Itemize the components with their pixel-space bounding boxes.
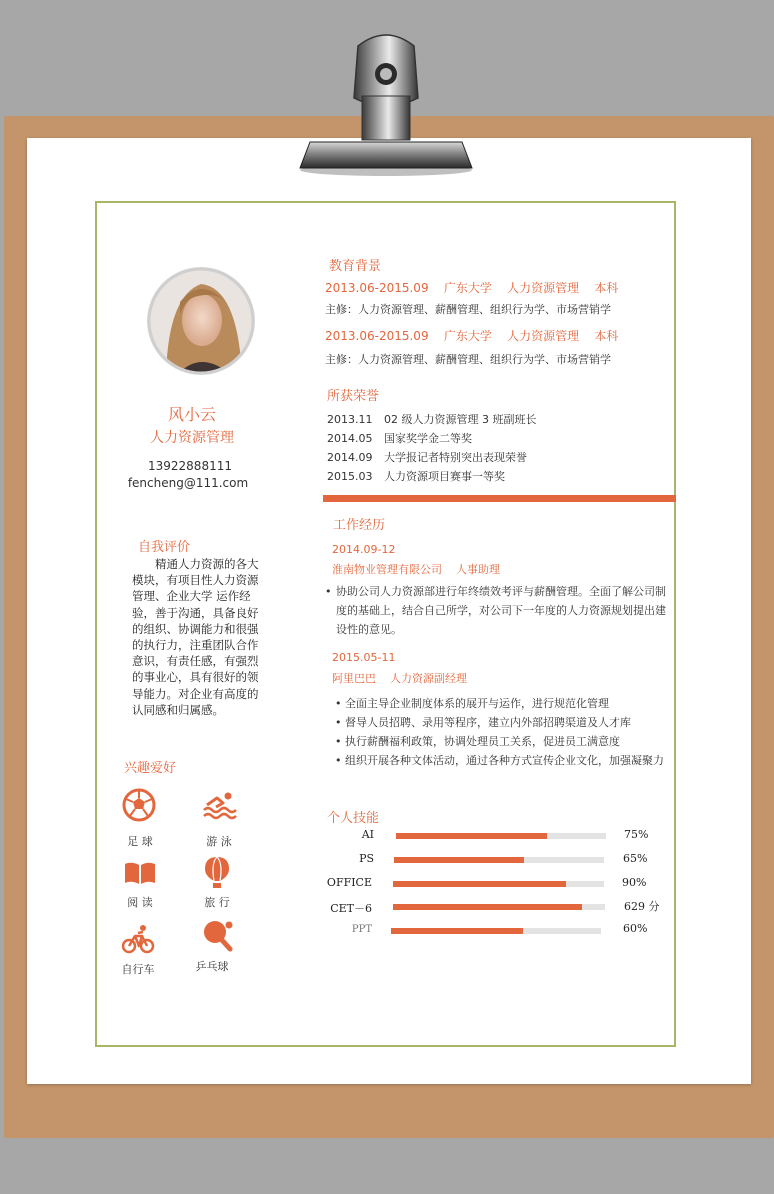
self-eval-line: 导能力。对企业有高度的 [132,686,259,701]
honor-date: 2014.09 [327,451,373,464]
honor-text: 02 级人力资源管理 3 班副班长 [384,413,537,426]
skill-name: OFFICE [326,876,372,889]
job-bullet-text: 组织开展各种文体活动，通过各种方式宣传企业文化，加强凝聚力 [345,754,664,767]
book-icon [123,857,157,891]
skill-name: PS [359,852,374,865]
honors-heading: 所获荣誉 [327,389,380,404]
skill-bar-track [393,904,605,910]
job-bullet [325,582,673,639]
self-eval-line: 的执行力，注重团队合作 [132,638,259,653]
hobby-label: 乒乓球 [195,960,229,973]
job-title [332,670,467,686]
section-divider [323,495,676,502]
job-date: 2014.09-12 [332,543,396,556]
skill-bar-track [393,881,604,887]
self-eval-text [132,556,282,718]
skill-value: 65% [623,852,648,865]
job-role: 人力资源副经理 [390,672,467,685]
job-date: 2015.05-11 [332,651,396,664]
honor-item [327,468,537,487]
avatar [146,266,256,376]
job-bullet-list [335,694,675,770]
job-bullet: • 执行薪酬福利政策，协调处理员工关系，促进员工满意度 [335,735,620,748]
self-eval-line: 的组织、协调能力和很强 [132,621,259,636]
honor-text: 大学报记者特别突出表现荣誉 [384,451,527,464]
self-eval-line: 认同感和归属感。 [132,702,224,717]
skill-row [318,874,668,898]
honor-item [327,411,537,430]
honor-text: 人力资源项目赛事一等奖 [384,470,505,483]
bullet-dot: • [325,585,332,598]
job-bullet-text: 督导人员招聘、录用等程序，建立内外部招聘渠道及人才库 [345,716,631,729]
hobbies-heading: 兴趣爱好 [124,761,177,776]
skill-bar-track [396,833,606,839]
job-bullet-list [325,582,673,639]
skill-bar-track [394,857,604,863]
skill-bar-fill [394,857,524,863]
ping-pong-icon [201,918,235,952]
self-eval-line: 意识，有责任感，有强烈 [132,654,259,669]
education-school: 广东大学 [443,281,492,295]
football-icon [122,788,156,822]
education-major: 人力资源管理 [507,281,580,295]
honors-list [327,411,537,487]
swimming-icon [203,788,237,822]
hobby-label: 足 球 [127,835,153,848]
job-company: 阿里巴巴 [332,672,376,685]
skill-bar-fill [393,904,582,910]
self-eval-heading: 自我评价 [138,540,191,555]
honor-date: 2014.05 [327,432,373,445]
profile-title: 人力资源管理 [150,430,234,446]
job-bullet: • 督导人员招聘、录用等程序，建立内外部招聘渠道及人才库 [335,716,631,729]
hobby-label: 阅 读 [127,896,153,909]
job-title [332,561,500,577]
education-degree: 本科 [594,281,619,295]
binder-clip-icon [296,28,476,178]
skill-bar-fill [391,928,523,934]
education-entry-header [325,279,618,296]
skill-name: AI [361,828,374,841]
education-courses: 主修：人力资源管理、薪酬管理、组织行为学、市场营销学 [325,303,611,316]
hobby-label: 自行车 [121,963,155,976]
education-period: 2013.06-2015.09 [325,329,429,343]
self-eval-line: 的事业心，具有很好的领 [132,670,259,685]
skill-value: 629 分 [624,900,660,913]
job-bullet-text: 全面主导企业制度体系的展开与运作，进行规范化管理 [345,697,609,710]
profile-email: fencheng@111.com [127,476,249,490]
skill-bar-track [391,928,601,934]
hobby-label: 游 泳 [206,835,232,848]
education-entry-header [325,327,618,344]
job-company: 淮南物业管理有限公司 [332,563,442,576]
bicycle-icon [121,922,155,956]
hot-air-balloon-icon [200,855,234,889]
profile-name: 风小云 [167,405,216,424]
job-bullet-text: 执行薪酬福利政策，协调处理员工关系，促进员工满意度 [345,735,620,748]
job-bullet: • 组织开展各种文体活动，通过各种方式宣传企业文化，加强凝聚力 [335,754,664,767]
honor-item [327,449,537,468]
honor-text: 国家奖学金二等奖 [384,432,472,445]
education-period: 2013.06-2015.09 [325,281,429,295]
honor-date: 2015.03 [327,470,373,483]
skill-value: 90% [622,876,647,889]
education-school: 广东大学 [443,329,492,343]
education-courses: 主修：人力资源管理、薪酬管理、组织行为学、市场营销学 [325,353,611,366]
self-eval-line: 管理、企业大学 运作经 [132,589,251,604]
skill-value: 75% [624,828,649,841]
job-role: 人事助理 [456,563,500,576]
skill-row [318,826,668,850]
skill-row [318,898,668,922]
education-degree: 本科 [594,329,619,343]
honor-item [327,430,537,449]
skill-bar-fill [396,833,547,839]
skill-name: CET－6 [330,902,372,915]
skill-row [318,850,668,874]
skill-name: PPT [351,924,372,935]
self-eval-line: 模块，有项目性人力资源 [132,573,259,588]
self-eval-line: 精通人力资源的各大 [155,557,259,571]
job-bullet: • 全面主导企业制度体系的展开与运作，进行规范化管理 [335,697,609,710]
self-eval-line: 验，善于沟通，具备良好 [132,605,259,620]
education-major: 人力资源管理 [507,329,580,343]
skills-heading: 个人技能 [327,811,380,826]
job-bullet-text: 协助公司人力资源部进行年终绩效考评与薪酬管理。全面了解公司制度的基础上，结合自己所学，对公司下一年度的人力资源规划提出建设性的意见。 [336,585,666,636]
skill-row [318,922,668,946]
work-heading: 工作经历 [333,518,386,533]
education-heading: 教育背景 [329,259,382,274]
skill-value: 60% [623,922,648,935]
skill-bar-fill [393,881,566,887]
profile-phone: 13922888111 [148,459,232,473]
skills-list [318,826,668,946]
hobby-label: 旅 行 [204,896,230,909]
honor-date: 2013.11 [327,413,373,426]
